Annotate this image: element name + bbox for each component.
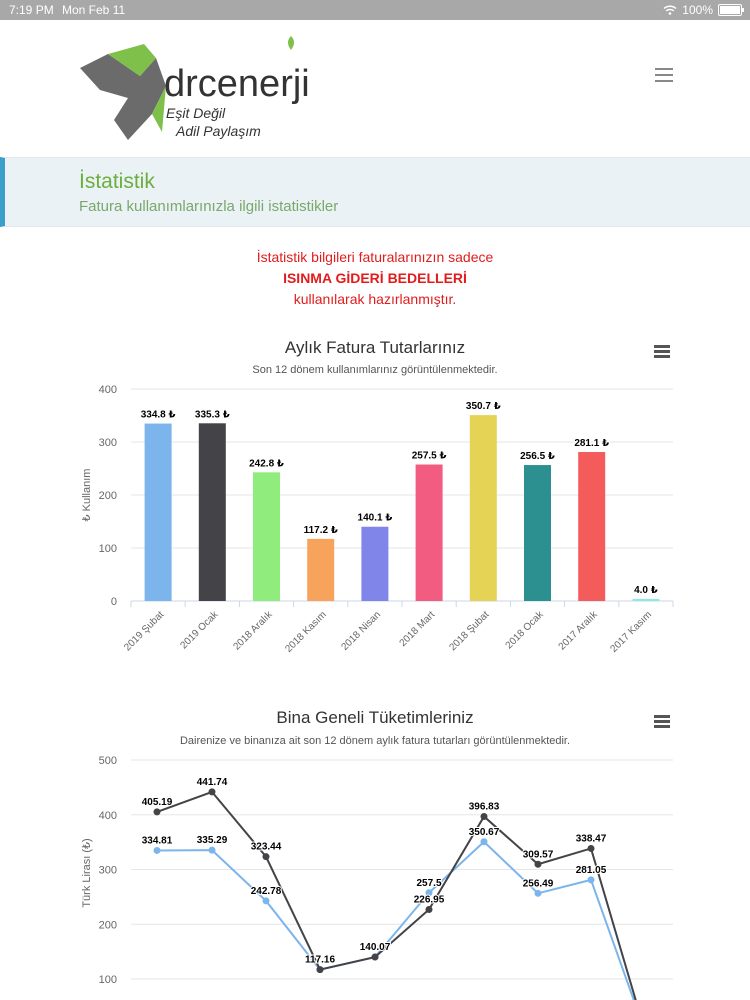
bar-y-tick-label: 400 [98,384,117,396]
status-time: 7:19 PM [9,3,54,17]
bar [470,415,497,601]
line-y-tick-label: 100 [98,974,117,986]
bar-x-tick-label: 2018 Mart [397,609,438,649]
line-point [263,897,270,904]
bar-data-label: 281.1 ₺ [574,438,610,450]
line-data-label: 334.81 [141,835,173,847]
bar-x-tick-label: 2018 Aralık [231,609,275,653]
line-data-label: 323.44 [250,841,282,853]
line-point [154,808,161,815]
bar-data-label: 256.5 ₺ [520,451,555,463]
status-right [663,3,742,17]
line-point [588,845,595,852]
line-data-label: 140.07 [359,942,391,954]
line-data-label: 441.74 [196,776,228,788]
line-y-tick-label: 500 [98,755,117,767]
line-point [372,954,379,961]
line-data-label: 256.49 [522,878,554,890]
bar [199,423,226,601]
wifi-icon [663,5,677,15]
notice-line2: ISINMA GİDERİ BEDELLERİ [283,270,467,286]
notice-text [0,247,750,310]
line-data-label: 257.5 [416,877,442,889]
bar-data-label: 350.7 ₺ [465,401,501,413]
line-point [535,861,542,868]
line-chart [0,750,750,1000]
bar [416,465,443,601]
battery-icon [718,4,742,16]
line-data-label: 281.05 [575,864,607,876]
bar-y-tick-label: 200 [98,490,117,502]
line-point [481,838,488,845]
line-point [263,853,270,860]
logo-brand-text: drcenerji [164,63,310,105]
bar [578,452,605,601]
bar-x-tick-label: 2019 Ocak [178,609,221,652]
line-data-label: 226.95 [413,894,445,906]
bar-x-tick-label: 2018 Ocak [503,609,546,652]
line-data-label: 405.19 [141,796,173,808]
bar-x-tick-label: 2019 Şubat [122,609,167,654]
line-point [588,876,595,883]
page-subtitle: Fatura kullanımlarınızla ilgili istatistikler [79,198,339,215]
page-banner [0,157,750,227]
line-y-tick-label: 400 [98,809,117,822]
bar-y-axis-label: ₺ Kullanım [81,468,93,522]
logo-slogan-line1: Eşit Değil [166,105,226,121]
line-point [154,847,161,854]
bar [524,465,551,601]
notice-line1: İstatistik bilgileri faturalarınızın sadece [256,249,494,265]
bar-chart-subtitle: Son 12 dönem kullanımlarınız görüntülenmektedir. [252,364,498,376]
line-data-label: 335.29 [196,835,228,847]
bar-x-tick-label: 2017 Aralık [556,609,600,653]
bar-data-label: 140.1 ₺ [357,512,393,524]
bar-chart [0,380,750,690]
line-point [209,788,216,795]
bar-x-tick-label: 2018 Kasım [283,609,329,655]
battery-percent: 100% [682,3,713,17]
page-title: İstatistik [79,170,155,193]
line-point [535,890,542,897]
bar-data-label: 4.0 ₺ [634,584,658,596]
line-point [209,847,216,854]
bar [632,599,659,601]
bar-y-tick-label: 100 [98,543,117,555]
bar-data-label: 242.8 ₺ [249,458,284,470]
bar-y-tick-label: 0 [110,596,117,608]
line-chart-subtitle: Dairenize ve binanıza ait son 12 dönem aylık fatura tutarları görüntülenmektedir. [179,735,571,747]
line-series-bina [157,792,645,1000]
notice-line3: kullanılarak hazırlanmıştır. [293,291,457,307]
line-point [317,966,324,973]
line-data-label: 309.57 [522,849,554,861]
bar [307,539,334,601]
drcenerji-logo[interactable] [78,36,318,146]
site-header [0,20,750,157]
bar-x-tick-label: 2017 Kasım [608,609,655,655]
status-date: Mon Feb 11 [62,3,126,17]
line-data-label: 338.47 [575,833,607,845]
line-data-label: 117.16 [304,954,336,966]
bar-data-label: 117.2 ₺ [303,524,338,536]
bar-y-tick-label: 300 [98,437,117,449]
bar-x-tick-label: 2018 Nisan [339,609,384,653]
line-y-tick-label: 200 [98,919,117,932]
line-series-daire [157,842,645,1000]
line-data-label: 396.83 [468,801,500,813]
hamburger-menu-icon[interactable] [655,68,673,82]
status-bar [0,0,750,20]
bar [145,424,172,601]
line-y-tick-label: 300 [98,864,117,877]
bar-chart-title: Aylık Fatura Tutarlarınız [284,338,466,357]
bar-data-label: 335.3 ₺ [194,409,230,421]
line-point [481,813,488,820]
line-data-label: 242.78 [250,885,282,897]
bar [361,527,388,601]
line-data-label: 350.67 [468,826,500,838]
bar-data-label: 334.8 ₺ [140,409,176,421]
line-chart-menu-icon[interactable] [654,715,670,728]
line-chart-title: Bina Geneli Tüketimleriniz [276,708,474,727]
bar [253,472,280,601]
bar-chart-menu-icon[interactable] [654,345,670,358]
bar-data-label: 257.5 ₺ [411,450,447,462]
line-y-axis-label: Türk Lirası (₺) [81,838,93,908]
line-point [426,906,433,913]
logo-slogan-line2: Adil Paylaşım [176,123,261,139]
bar-x-tick-label: 2018 Şubat [447,609,492,654]
